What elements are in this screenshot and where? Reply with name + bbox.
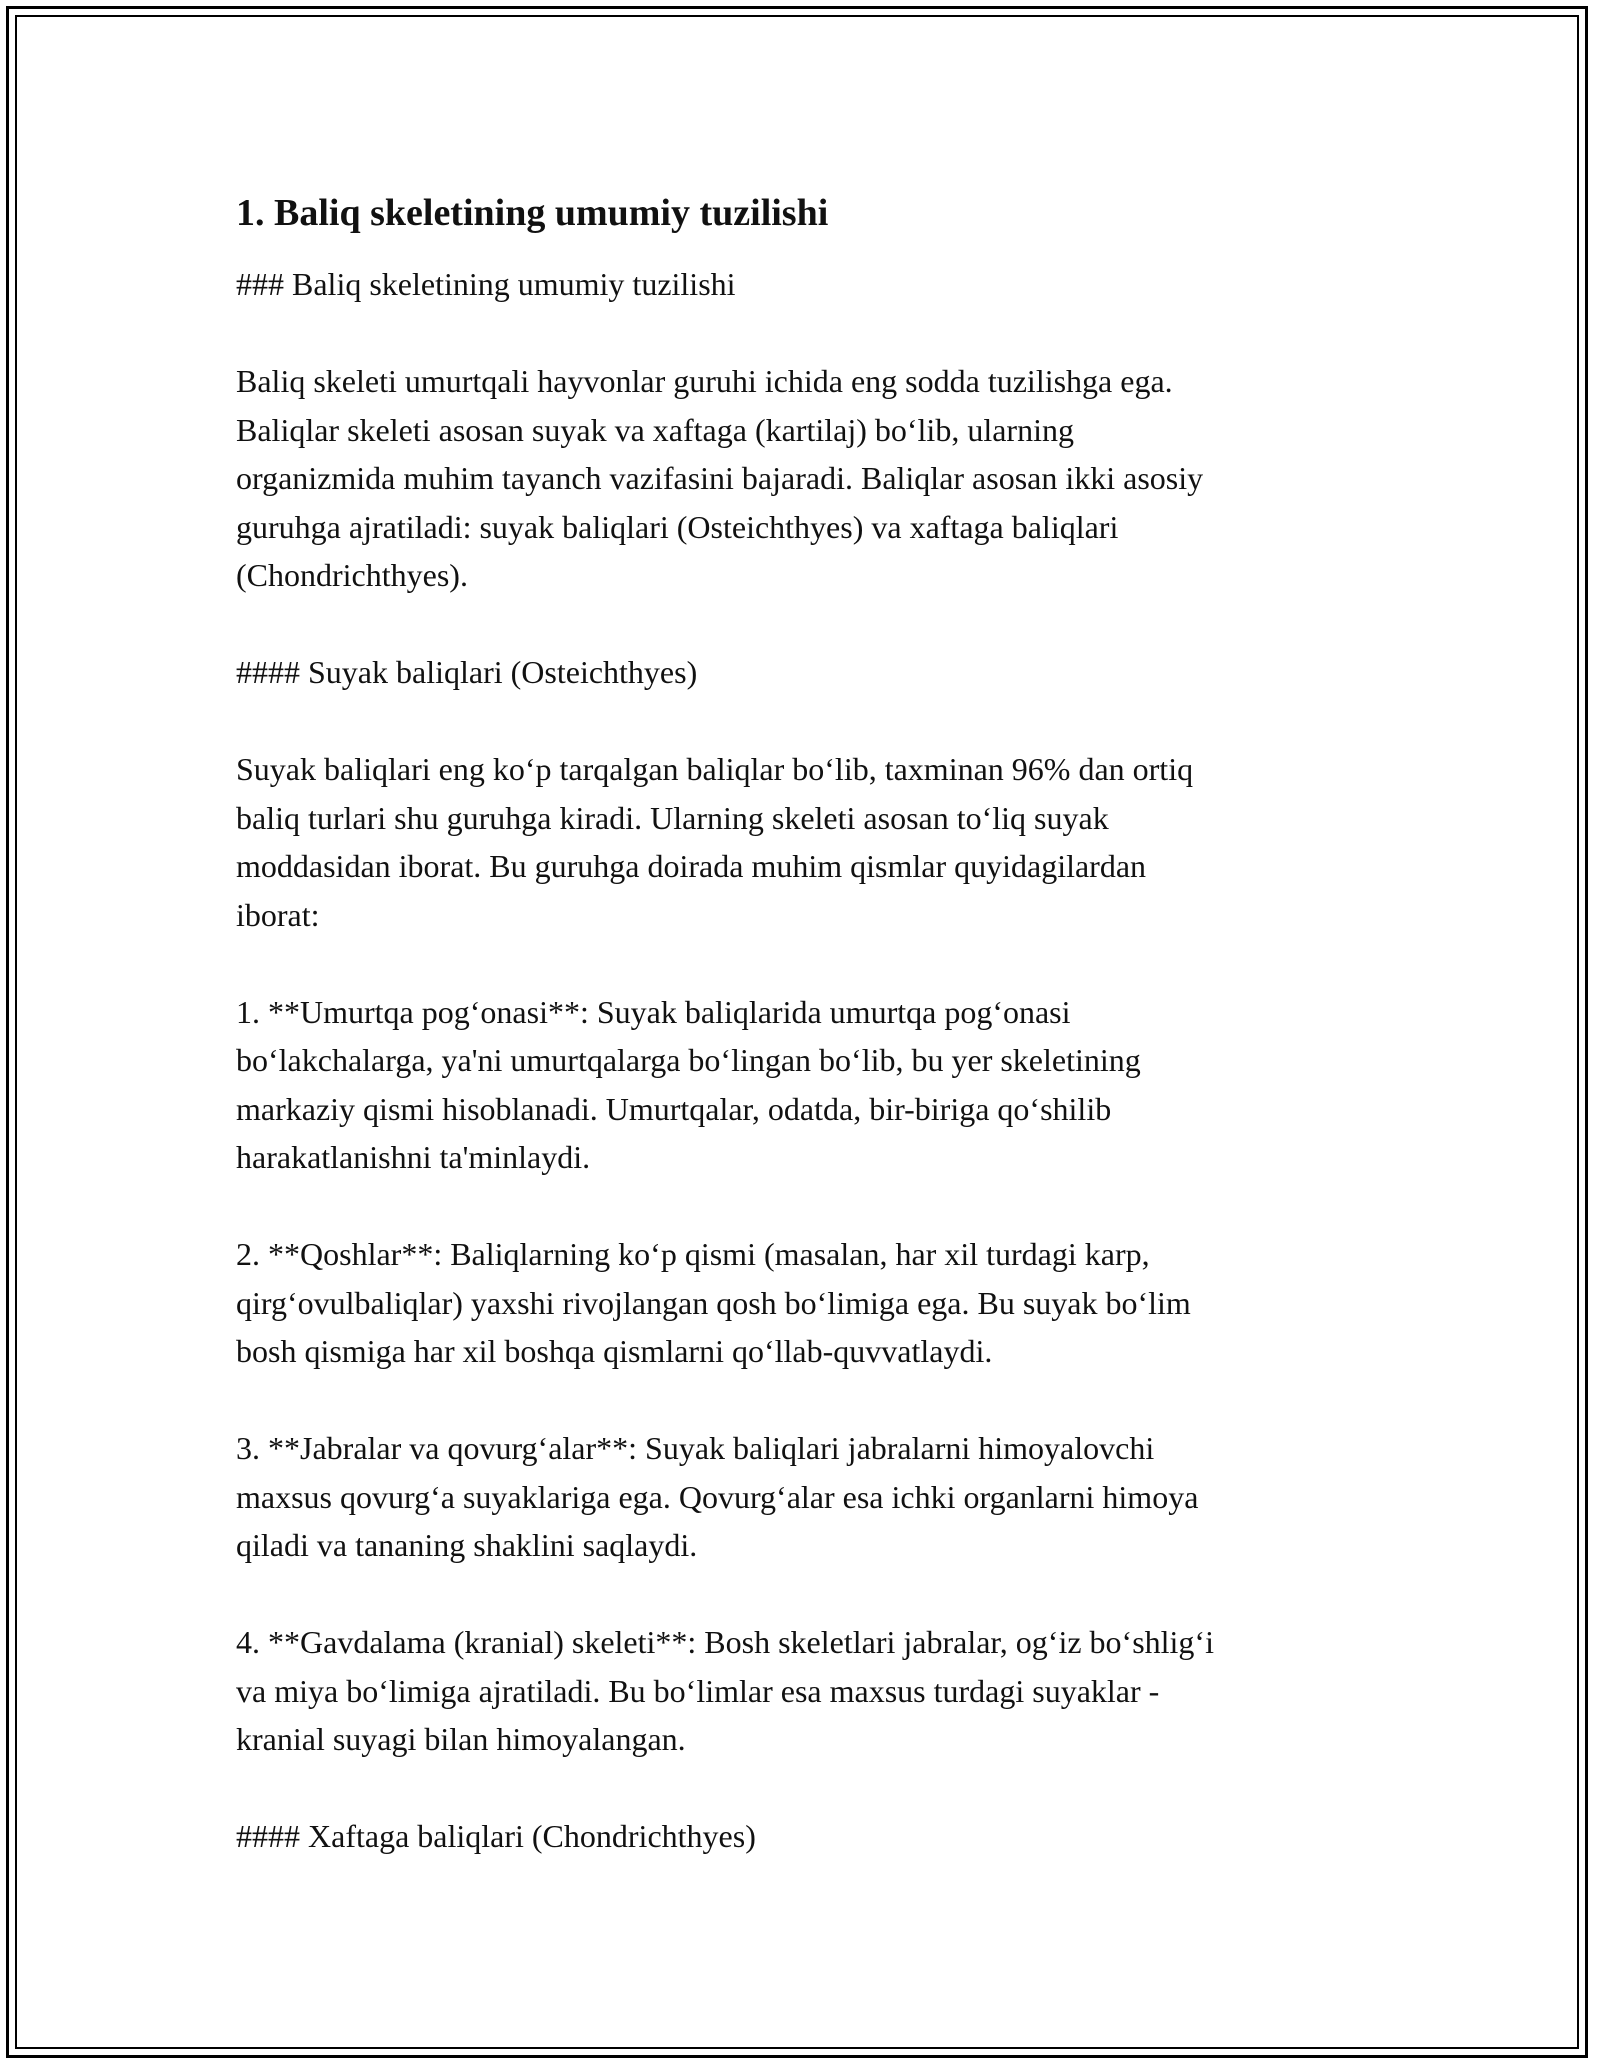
page-title: 1. Baliq skeletining umumiy tuzilishi — [236, 192, 829, 234]
blank-line — [236, 1182, 1386, 1231]
text-line: moddasidan iborat. Bu guruhga doirada muhim qismlar quyidagilardan — [236, 848, 1147, 884]
text-line: ### Baliq skeletining umumiy tuzilishi — [236, 266, 736, 302]
text-line: markaziy qismi hisoblanadi. Umurtqalar, odatda, bir-biriga qo‘shilib — [236, 1090, 1112, 1127]
text-line: 4. **Gavdalama (kranial) skeleti**: Bosh skeletlari jabralar, og‘iz bo‘shlig‘i — [236, 1624, 1214, 1660]
document-body — [236, 186, 1386, 1861]
document-text — [236, 260, 1386, 1861]
text-line: qiladi va tananing shaklini saqlaydi. — [236, 1527, 698, 1563]
text-line: (Chondrichthyes). — [236, 557, 468, 593]
blank-line — [236, 939, 1386, 988]
text-line: 2. **Qoshlar**: Baliqlarning ko‘p qismi (masalan, har xil turdagi karp, — [236, 1236, 1150, 1272]
text-line: #### Xaftaga baliqlari (Chondrichthyes) — [236, 1818, 756, 1854]
blank-line — [236, 600, 1386, 649]
text-line: va miya bo‘limiga ajratiladi. Bu bo‘limlar esa maxsus turdagi suyaklar - — [236, 1672, 1160, 1709]
text-line: 3. **Jabralar va qovurg‘alar**: Suyak baliqlari jabralarni himoyalovchi — [236, 1430, 1155, 1466]
blank-line — [236, 1376, 1386, 1425]
text-line: iborat: — [236, 896, 320, 933]
blank-line — [236, 1570, 1386, 1619]
text-line: Suyak baliqlari eng ko‘p tarqalgan baliqlar bo‘lib, taxminan 96% dan ortiq — [236, 751, 1194, 787]
blank-line — [236, 1764, 1386, 1813]
text-line: Baliqlar skeleti asosan suyak va xaftaga (kartilaj) bo‘lib, ularning — [236, 411, 1074, 448]
text-line: qirg‘ovulbaliqlar) yaxshi rivojlangan qosh bo‘limiga ega. Bu suyak bo‘lim — [236, 1284, 1191, 1321]
text-line: #### Suyak baliqlari (Osteichthyes) — [236, 654, 698, 690]
blank-line — [236, 309, 1386, 358]
text-line: maxsus qovurg‘a suyaklariga ega. Qovurg‘alar esa ichki organlarni himoya — [236, 1478, 1199, 1515]
text-line: bosh qismiga har xil boshqa qismlarni qo‘llab-quvvatlaydi. — [236, 1333, 993, 1369]
text-line: 1. **Umurtqa pog‘onasi**: Suyak baliqlarida umurtqa pog‘onasi — [236, 993, 1071, 1030]
text-line: bo‘lakchalarga, ya'ni umurtqalarga bo‘lingan bo‘lib, bu yer skeletining — [236, 1042, 1141, 1078]
text-line: guruhga ajratiladi: suyak baliqlari (Osteichthyes) va xaftaga baliqlari — [236, 508, 1119, 545]
text-line: baliq turlari shu guruhga kiradi. Ularning skeleti asosan to‘liq suyak — [236, 799, 1109, 836]
blank-line — [236, 697, 1386, 746]
text-line: kranial suyagi bilan himoyalangan. — [236, 1721, 686, 1757]
text-line: harakatlanishni ta'minlaydi. — [236, 1139, 591, 1175]
text-line: organizmida muhim tayanch vazifasini bajaradi. Baliqlar asosan ikki asosiy — [236, 460, 1204, 496]
text-line: Baliq skeleti umurtqali hayvonlar guruhi ichida eng sodda tuzilishga ega. — [236, 363, 1173, 399]
